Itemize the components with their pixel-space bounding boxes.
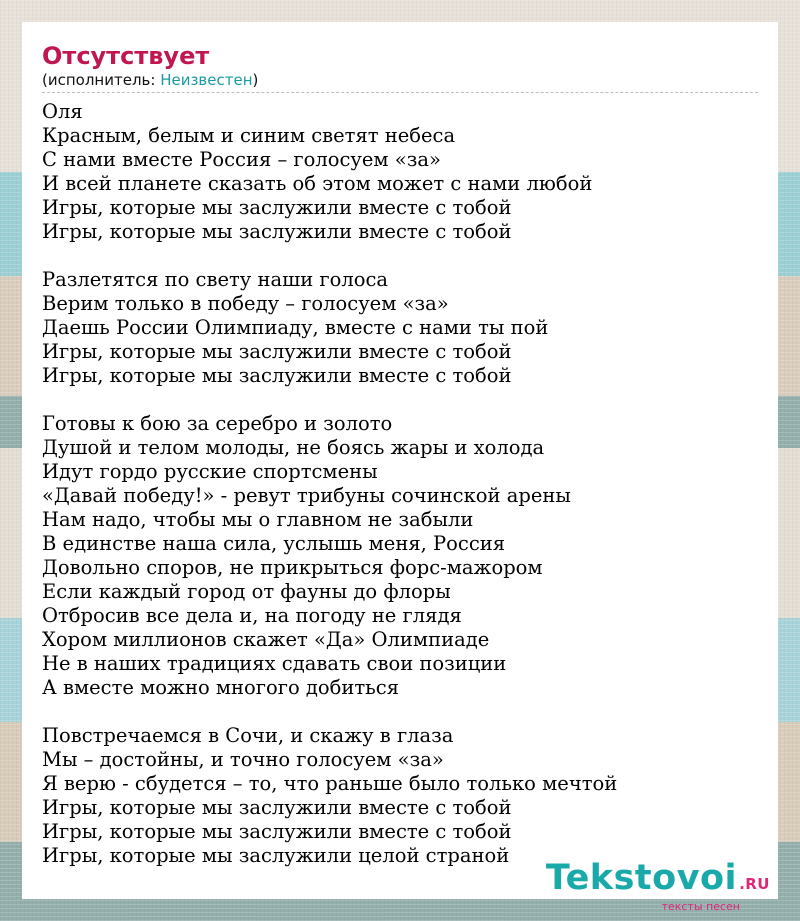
lyrics-line: Игры, которые мы заслужили вместе с тобой [42,820,512,843]
site-logo[interactable] [546,859,770,913]
logo-tagline: тексты песен [661,900,740,913]
lyrics-line: «Давай победу!» - ревут трибуны сочинской арены [42,484,571,507]
lyrics-line: Разлетятся по свету наши голоса [42,268,389,291]
lyrics-line: Не в наших традициях сдавать свои позиции [42,652,507,675]
performer-line [42,70,758,93]
lyrics-card [22,22,778,899]
lyrics-stanza [42,100,758,244]
lyrics-line: А вместе можно многого добиться [42,676,400,699]
lyrics-line: В единстве наша сила, услышь меня, Россия [42,532,506,555]
logo-wordmark [546,859,770,903]
logo-main-text: Tekstovoi [545,858,738,898]
lyrics-stanza [42,724,758,868]
lyrics-line: Игры, которые мы заслужили вместе с тобой [42,220,512,243]
lyrics-line: Идут гордо русские спортсмены [42,460,378,483]
lyrics-line: Хором миллионов скажет «Да» Олимпиаде [42,628,490,651]
lyrics-line: Душой и телом молоды, не боясь жары и холода [42,436,545,459]
performer-suffix: ) [252,71,259,89]
lyrics-line: Красным, белым и синим светят небеса [42,124,456,147]
lyrics-line: Верим только в победу – голосуем «за» [42,292,449,315]
lyrics-body [42,100,758,868]
logo-tld: .RU [739,875,770,893]
performer-prefix: (исполнитель: [42,71,161,89]
lyrics-line: Я верю - сбудется – то, что раньше было только мечтой [42,772,618,795]
lyrics-line: Готовы к бою за серебро и золото [42,412,393,435]
lyrics-line: С нами вместе Россия – голосуем «за» [42,148,441,171]
lyrics-stanza [42,412,758,700]
performer-link[interactable]: Неизвестен [160,71,253,89]
lyrics-line: Игры, которые мы заслужили вместе с тобой [42,340,512,363]
song-title: Отсутствует [42,42,210,70]
lyrics-line: Мы – достойны, и точно голосуем «за» [42,748,444,771]
lyrics-line: Довольно споров, не прикрыться форс-мажором [42,556,543,579]
lyrics-line: Если каждый город от фауны до флоры [42,580,451,603]
lyrics-line: Оля [42,100,83,123]
lyrics-line: Отбросив все дела и, на погоду не глядя [42,604,462,627]
lyrics-line: Повстречаемся в Сочи, и скажу в глаза [42,724,454,747]
lyrics-line: Игры, которые мы заслужили вместе с тобой [42,364,512,387]
lyrics-line: Игры, которые мы заслужили целой страной [42,844,510,867]
lyrics-line: Даешь России Олимпиаду, вместе с нами ты пой [42,316,549,339]
lyrics-stanza [42,268,758,388]
lyrics-line: Игры, которые мы заслужили вместе с тобой [42,796,512,819]
lyrics-line: Нам надо, чтобы мы о главном не забыли [42,508,474,531]
lyrics-line: И всей планете сказать об этом может с нами любой [42,172,593,195]
lyrics-line: Игры, которые мы заслужили вместе с тобой [42,196,512,219]
